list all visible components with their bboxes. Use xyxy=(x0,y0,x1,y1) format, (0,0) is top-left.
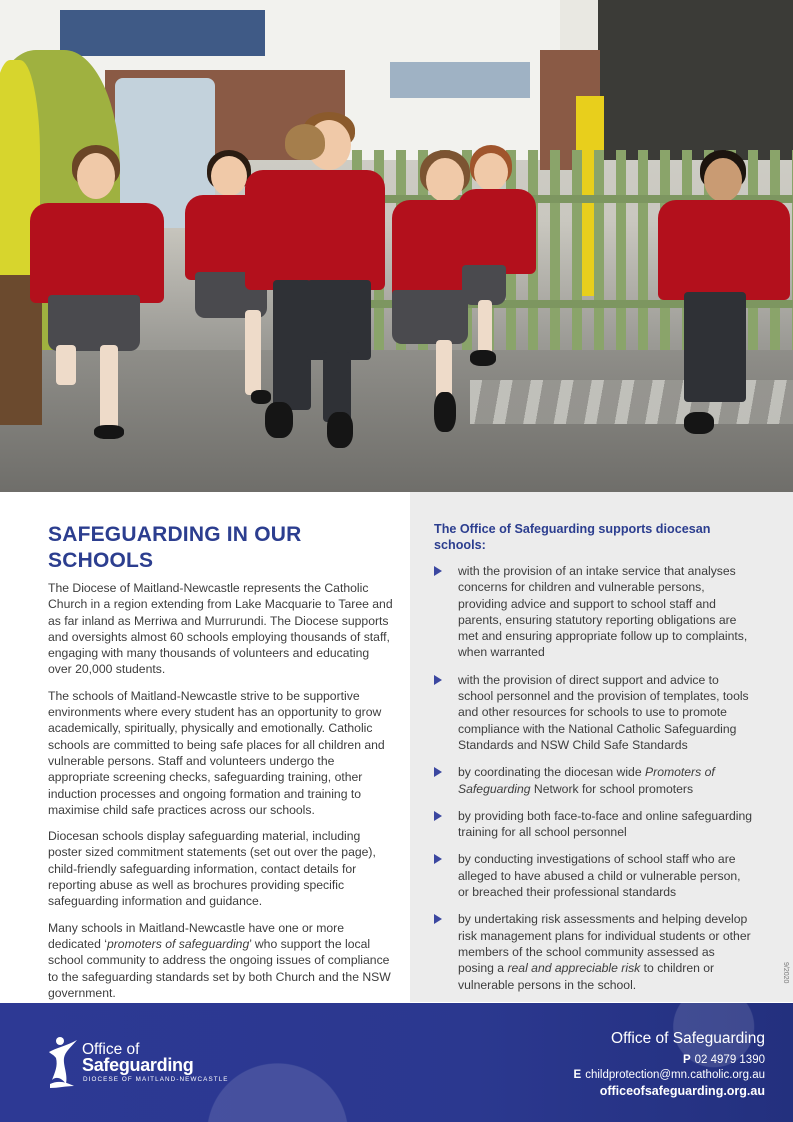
email-address[interactable]: childprotection@mn.catholic.org.au xyxy=(585,1069,765,1081)
triangle-bullet-icon xyxy=(434,914,442,924)
logo-text-line2: Safeguarding xyxy=(82,1055,194,1075)
paragraph-promoters xyxy=(48,920,393,1001)
website-link[interactable]: officeofsafeguarding.org.au xyxy=(599,1084,765,1098)
list-item xyxy=(434,672,754,753)
list-item-text: by undertaking risk assessments and helping develop risk management plans for individual students or other members of the school community assessed as posing a xyxy=(458,912,751,976)
list-item-text: by providing both face-to-face and online safeguarding training for all school personnel xyxy=(458,808,753,840)
photo-child xyxy=(245,112,390,452)
list-item-italic: Promoters of Safeguarding xyxy=(458,765,715,796)
list-item-text: by coordinating the diocesan wide xyxy=(458,765,645,780)
list-item xyxy=(434,911,754,992)
phone-label: P xyxy=(682,1054,691,1066)
hero-photo xyxy=(0,0,793,492)
paragraph-diocese: The Diocese of Maitland-Newcastle represents the Catholic Church in a region extending from Lake Macquarie to Taree and as far inland as Merriwa and Murrurundi. The Diocese supports and oversights almost 60 schools employing thousands of staff, engaging with many thousands of volunteers and educating over 20,000 students. xyxy=(48,581,393,677)
paragraph-material: Diocesan schools display safeguarding material, including poster sized commitment statements (set out over the page), child-friendly safeguarding information, contact details for reporting abuse as well as brochures providing specific safeguarding information and guidance. xyxy=(48,829,376,909)
email-label: E xyxy=(573,1069,582,1081)
support-list xyxy=(434,563,754,993)
list-item xyxy=(434,563,754,661)
triangle-bullet-icon xyxy=(434,767,442,777)
list-item xyxy=(434,851,754,900)
triangle-bullet-icon xyxy=(434,854,442,864)
photo-window xyxy=(390,62,530,98)
paragraph-promoters-text: ’ who support the local school community to address the ongoing issues of compliance to the safeguarding standards set by both Church and the NSW government. xyxy=(48,936,391,1000)
support-heading: The Office of Safeguarding supports diocesan schools: xyxy=(434,522,711,552)
list-item xyxy=(434,808,754,841)
office-logo xyxy=(46,1036,246,1092)
contact-phone xyxy=(574,1053,765,1068)
photo-child xyxy=(458,145,538,375)
contact-block xyxy=(574,1029,765,1099)
paragraph-schools: The schools of Maitland-Newcastle strive to be supportive environments where every student has an opportunity to grow academically, spiritually, physically and emotionally. Catholic schools are committed to being safe places for all children and vulnerable persons. Staff and volunteers undergo the appropriate screening checks, safeguarding training, other induction processes and ongoing formation and training to maximise child safe practices across our schools. xyxy=(48,688,385,817)
document-code: 9/2020 xyxy=(782,962,789,984)
photo-child xyxy=(22,145,172,445)
photo-window xyxy=(60,10,265,56)
support-panel-content xyxy=(434,522,789,1004)
list-item-text: Network for school promoters xyxy=(530,781,694,796)
list-item-text: to children or vulnerable persons in the school. xyxy=(458,961,715,992)
list-item-text: with the provision of an intake service that analyses concerns for children and vulnerable persons, providing advice and support to school staff and parents, ensuring statutory reporting obligations are met and ensuring appropriate follow up to complaints, when warranted xyxy=(458,564,748,660)
list-item xyxy=(434,764,754,797)
logo-text-line1: Office of xyxy=(82,1041,140,1058)
list-item-text: with the provision of direct support and advice to school personnel and the provision of templates, tools and other resources for schools to use to promote compliance with the National Catholic Safeguarding Standards and NSW Child Safe Standards xyxy=(458,672,749,752)
footer xyxy=(0,1003,793,1122)
contact-email xyxy=(574,1068,765,1083)
phone-number: 02 4979 1390 xyxy=(694,1054,765,1066)
list-item-italic: real and appreciable risk xyxy=(507,961,641,976)
list-item-text: by conducting investigations of school staff who are alleged to have abused a child or vulnerable person, or breached their professional standards xyxy=(458,852,741,900)
logo-text-line3: DIOCESE OF MAITLAND-NEWCASTLE xyxy=(83,1076,229,1083)
photo-child xyxy=(658,150,793,440)
triangle-bullet-icon xyxy=(434,675,442,685)
photo-doorway xyxy=(598,0,793,160)
figure-logo-icon xyxy=(46,1036,80,1090)
contact-title: Office of Safeguarding xyxy=(611,1030,765,1047)
paragraph-promoters-text: Many schools in Maitland-Newcastle have one or more dedicated ‘ xyxy=(48,920,345,951)
paragraph-promoters-italic: promoters of safeguarding xyxy=(106,936,250,951)
main-heading: SAFEGUARDING IN OUR SCHOOLS xyxy=(48,523,302,572)
left-column xyxy=(48,522,393,1011)
triangle-bullet-icon xyxy=(434,811,442,821)
support-panel xyxy=(410,492,793,1002)
triangle-bullet-icon xyxy=(434,566,442,576)
